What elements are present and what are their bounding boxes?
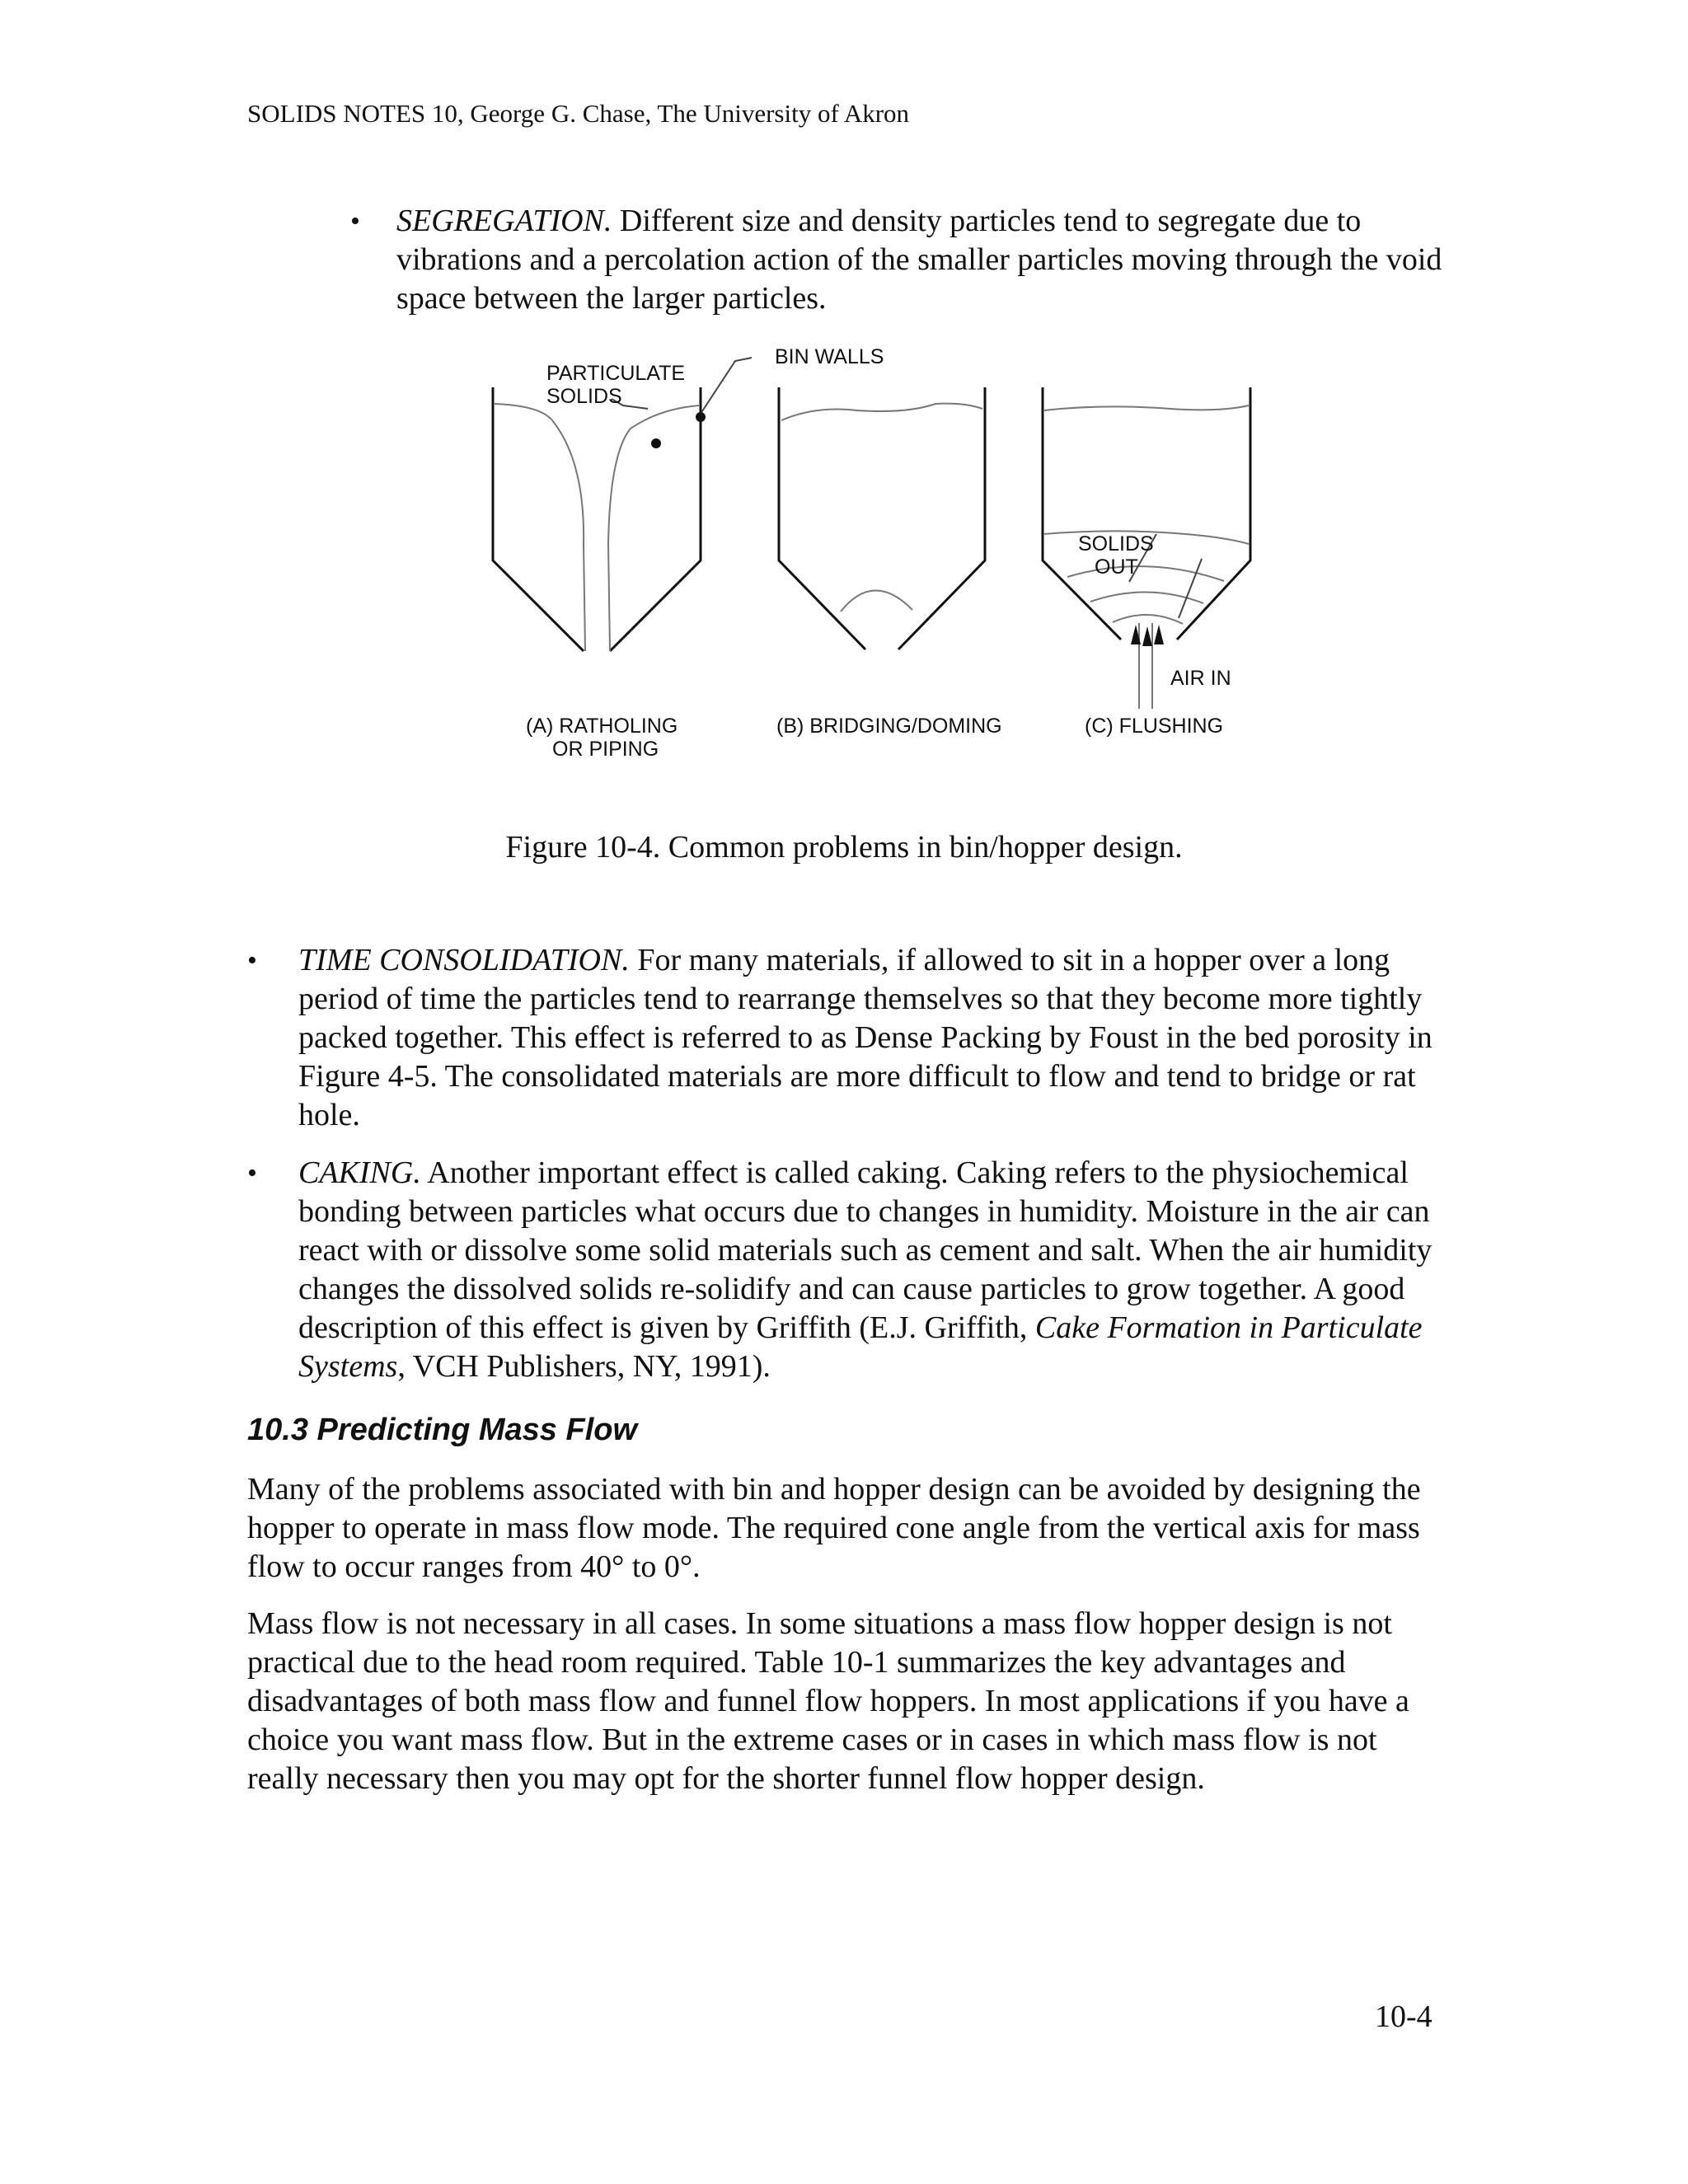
label-particulate: PARTICULATE <box>546 362 686 385</box>
label-solids: SOLIDS <box>546 385 622 408</box>
c-leader-2 <box>1179 559 1202 618</box>
page-number: 10-4 <box>1375 1999 1432 2034</box>
air-arrow-2 <box>1142 626 1152 646</box>
paragraph-mass-flow-intro: Many of the problems associated with bin and hopper design can be avoided by designing the hopper to operate in mass flow mode. The required cone angle from the vertical axis for mass flow to occur ranges from 40° to 0°. <box>247 1472 1421 1584</box>
caking-paragraph <box>298 1154 1452 1386</box>
rathole-profile-left <box>495 404 585 651</box>
label-bin-walls: BIN WALLS <box>775 345 884 368</box>
hopper-c-walls-right <box>1177 387 1250 640</box>
air-arrow-3 <box>1154 625 1164 644</box>
caking-text-before: Another important effect is called caking. Caking refers to the physiochemical bonding between particles what occurs due to changes in humidity. Moisture in the air can react with or dissolve some solid materials such as cement and salt. When the air humidity changes the dissolved solids re-solidify and can cause particles to grow together. A good description of this effect is given by Griffith (E.J. Griffith, <box>298 1155 1432 1345</box>
paragraph-mass-flow-necessity: Mass flow is not necessary in all cases. In some situations a mass flow hopper design is not practical due to the head room required. Table 10-1 summarizes the key advantages and disadvantages of both mass flow and funnel flow hoppers. In most applications if you have a choice you want mass flow. But in the extreme cases or in cases in which mass flow is not really necessary then you may opt for the shorter funnel flow hopper design. <box>247 1606 1409 1796</box>
time-consolidation-paragraph <box>298 941 1452 1135</box>
label-solids-out-2: OUT <box>1095 555 1138 579</box>
label-c: (C) FLUSHING <box>1085 715 1224 738</box>
segregation-paragraph <box>396 202 1451 318</box>
caking-text-after: , VCH Publishers, NY, 1991). <box>397 1349 771 1384</box>
hopper-a-walls-right <box>610 387 701 651</box>
bin-walls-leader <box>701 358 752 414</box>
time-consolidation-text: For many materials, if allowed to sit in a hopper over a long period of time the particles tend to rearrange themselves so that they become more tightly packed together. This effect is referred to as Dense Packing by Foust in the bed porosity in Figure 4-5. The consolidated materials are more difficult to flow and tend to bridge or rat hole. <box>298 943 1432 1132</box>
hopper-a-walls <box>493 387 584 651</box>
label-b: (B) BRIDGING/DOMING <box>776 715 1002 738</box>
running-header: SOLIDS NOTES 10, George G. Chase, The University of Akron <box>247 99 910 128</box>
hopper-c-walls <box>1043 387 1121 640</box>
label-a-line1: (A) RATHOLING <box>526 715 678 738</box>
label-air-in: AIR IN <box>1170 667 1231 690</box>
caking-book-title: Cake Formation in Particulate Systems <box>298 1310 1423 1384</box>
bin-wall-marker <box>696 412 706 422</box>
bullet-dot: • <box>247 1158 257 1188</box>
bullet-dot: • <box>350 206 360 237</box>
segregation-term: SEGREGATION. <box>396 204 612 238</box>
b-dome-arch <box>841 590 912 612</box>
section-heading: 10.3 Predicting Mass Flow <box>247 1413 638 1447</box>
particulate-solids-marker <box>651 438 661 448</box>
segregation-text: Different size and density particles tend to segregate due to vibrations and a percolation action of the smaller particles moving through the void space between the larger particles. <box>396 204 1442 316</box>
c-flow-arc-1 <box>1067 566 1224 581</box>
b-free-surface <box>781 404 982 420</box>
c-free-surface <box>1044 405 1249 410</box>
c-flow-arc-3 <box>1113 615 1183 624</box>
label-a-line2: OR PIPING <box>552 738 659 761</box>
label-solids-out-1: SOLIDS <box>1078 532 1154 555</box>
hopper-b-walls <box>779 387 865 649</box>
figure-hopper-problems <box>462 338 1286 799</box>
caking-term: CAKING. <box>298 1155 421 1190</box>
figure-caption: Figure 10-4. Common problems in bin/hopper design. <box>505 830 1183 865</box>
bullet-dot: • <box>247 945 257 976</box>
hopper-b-walls-right <box>898 387 985 649</box>
time-consolidation-term: TIME CONSOLIDATION. <box>298 943 630 977</box>
